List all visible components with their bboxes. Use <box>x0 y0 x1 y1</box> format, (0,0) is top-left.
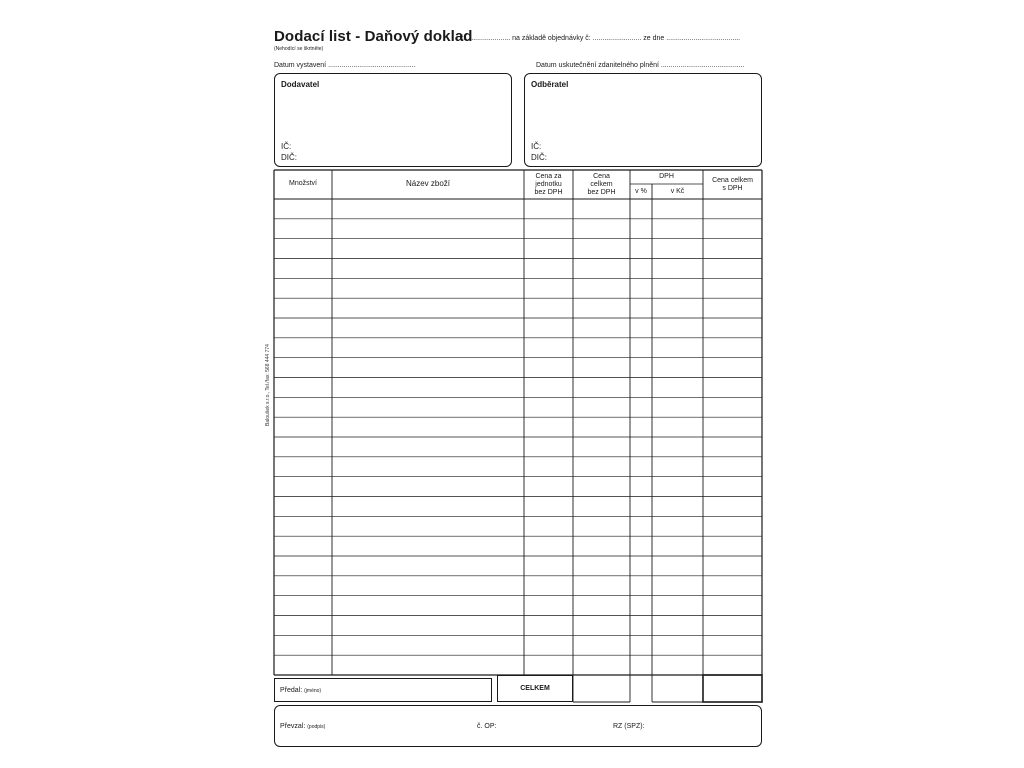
received-label: Převzal: <box>280 723 306 730</box>
handed-over-label: Předal: <box>280 687 303 694</box>
handed-over-field[interactable] <box>274 678 492 702</box>
customer-ic-label: IČ: <box>531 142 542 151</box>
customer-dic-label: DIČ: <box>531 153 547 162</box>
license-plate-label: RZ (SPZ): <box>613 723 645 730</box>
unit-price-line-3: bez DPH <box>534 189 563 196</box>
received-hint: (podpis) <box>307 724 326 730</box>
side-printer-imprint: Baloušek s.r.o., Tel./fax: 568 444 774 <box>265 344 271 426</box>
total-price-line-1: Cena <box>593 173 610 180</box>
total-label-box <box>497 675 573 702</box>
received-label-group <box>280 723 325 730</box>
column-header-vat: DPH <box>659 173 674 180</box>
total-with-vat-line-1: Cena celkem <box>712 177 753 184</box>
column-header-vat-percent: v % <box>635 188 647 195</box>
column-header-item-name: Název zboží <box>405 179 451 188</box>
number-and-order-line: č........................ na základě objednávky č: ......................... ze dne ...................................... <box>460 35 741 42</box>
grand-total-cell[interactable] <box>703 675 762 702</box>
unit-price-line-2: jednotku <box>535 181 562 188</box>
column-header-total-with-vat <box>703 177 762 193</box>
total-label: CELKEM <box>520 685 550 692</box>
issue-date-field[interactable]: Datum vystavení ............................................. <box>274 62 416 69</box>
column-header-unit-price <box>524 173 573 197</box>
supplier-heading: Dodavatel <box>281 80 320 89</box>
subtitle-note: (Nehodící se škrtněte) <box>274 46 324 52</box>
handed-over-label-group <box>280 687 321 694</box>
taxable-date-field[interactable]: Datum uskutečnění zdanitelného plnění ........................................... <box>536 62 745 69</box>
received-section[interactable] <box>274 705 762 747</box>
total-price-line-2: celkem <box>590 181 613 188</box>
total-price-line-3: bez DPH <box>587 189 616 196</box>
unit-price-line-1: Cena za <box>535 173 562 180</box>
column-header-quantity: Množství <box>288 180 317 187</box>
supplier-ic-label: IČ: <box>281 142 292 151</box>
id-card-number-label: č. OP: <box>477 723 497 730</box>
column-header-vat-czk: v Kč <box>670 188 685 195</box>
column-header-total-price <box>573 173 630 197</box>
customer-heading: Odběratel <box>531 80 569 89</box>
supplier-dic-label: DIČ: <box>281 153 297 162</box>
handed-over-hint: (jméno) <box>304 688 322 694</box>
total-with-vat-line-2: s DPH <box>722 185 743 192</box>
page-title: Dodací list - Daňový doklad <box>274 28 473 45</box>
